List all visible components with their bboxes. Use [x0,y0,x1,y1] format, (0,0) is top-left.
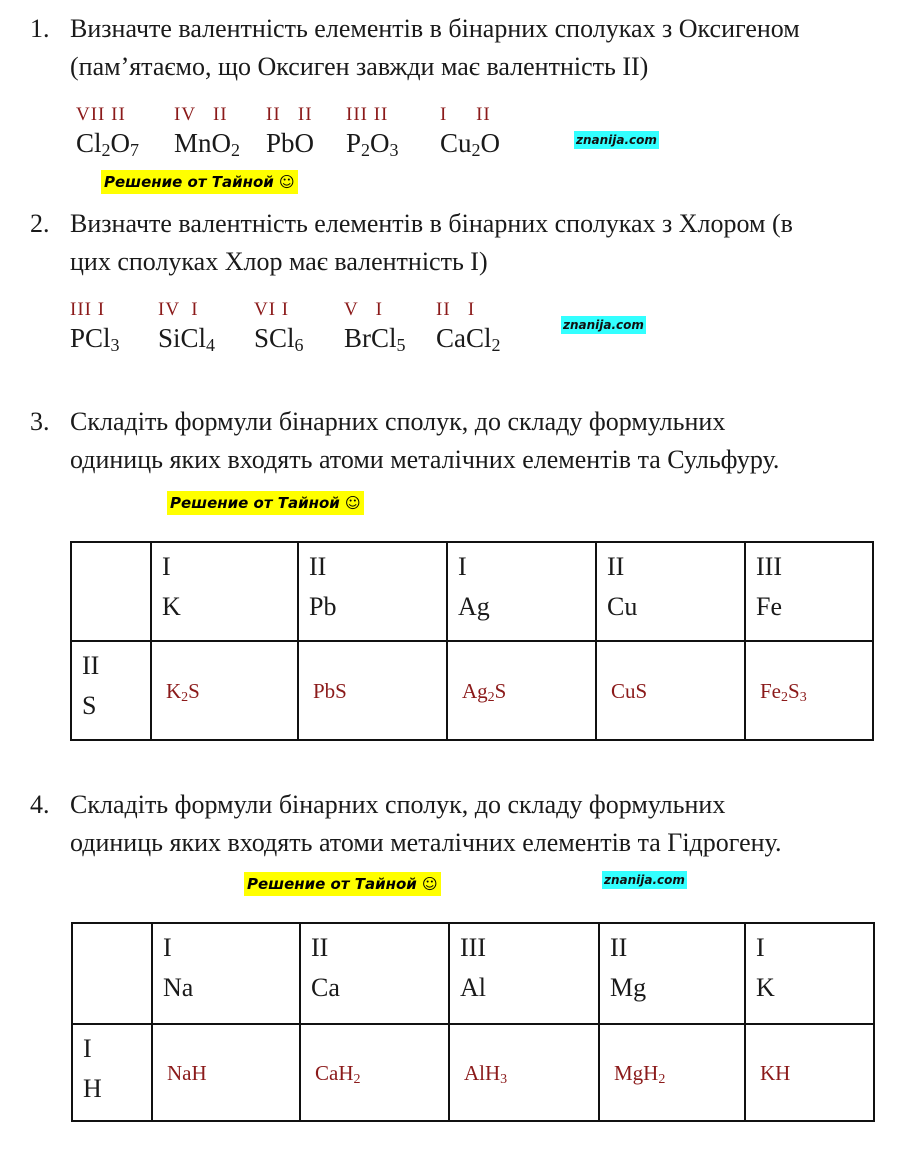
answer-cell: $K_2S$ [151,641,298,740]
compound: CaCl$_2$ [436,323,501,355]
task-text: Складіть формули бінарних сполук, до складу формульних [70,407,726,436]
task-3-line-1 [30,403,900,441]
task-1 [30,10,900,86]
table-header-cell: I K [745,923,874,1024]
answer-cell: MgH$_2$ [599,1024,745,1121]
valence-label: V I [344,299,383,320]
task-text: Складіть формули бінарних сполук, до складу формульних [70,790,726,819]
formula-pbo [266,104,314,160]
formula-scl6 [254,299,304,355]
valence-label: VI I [254,299,290,320]
task-number: 4. [30,790,50,819]
answer-cell: $Ag_2S$ [447,641,596,740]
table-header-row [72,923,874,1024]
solution-badge: Решение от Тайной ☺ [167,491,364,515]
task-3-line-2: одиниць яких входять атоми металічних елементів та Сульфуру. [70,445,780,474]
valence-label: II II [266,104,313,125]
task-2-line-2: цих сполуках Хлор має валентність I) [70,247,488,276]
formula-brcl5 [344,299,406,355]
answer-cell: KH [745,1024,874,1121]
compound: $Cl_2O_7$ [76,128,140,160]
task-4-line-2: одиниць яких входять атоми металічних елементів та Гідрогену. [70,828,782,857]
table-header-cell: II Cu [596,542,745,641]
formula-mno2 [174,104,240,160]
site-watermark: znanija.com [563,318,644,332]
table-header-cell: III Fe [745,542,873,641]
task-text: Визначте валентність елементів в бінарних сполуках з Хлором (в [70,209,793,238]
table-row [72,1024,874,1121]
hydrogen-table [71,922,875,1122]
task-number: 2. [30,209,50,238]
compound: MnO$_2$ [174,128,241,160]
table-header-cell: III Al [449,923,599,1024]
compound: $Cu_2O$ [440,128,501,160]
task-3 [30,403,900,479]
valence-label: III II [346,104,389,125]
table-header-cell: I Ag [447,542,596,641]
table-header-cell: II Pb [298,542,447,641]
answer-cell: PbS [298,641,447,740]
table-corner-cell [71,542,151,641]
table-header-cell: I K [151,542,298,641]
task-4-line-1 [30,786,900,824]
compound: BrCl$_5$ [344,323,406,355]
table-row [71,641,873,740]
table-header-cell: II Mg [599,923,745,1024]
solution-badge: Решение от Тайной ☺ [244,872,441,896]
task-text: Визначте валентність елементів в бінарних сполуках з Оксигеном [70,14,800,43]
formula-sicl4 [158,299,215,355]
task-number: 1. [30,14,50,43]
answer-cell: CaH$_2$ [300,1024,449,1121]
compound: SCl$_6$ [254,323,304,355]
site-watermark: znanija.com [604,873,685,887]
solution-badge: Решение от Тайной ☺ [101,170,298,194]
valence-label: II I [436,299,476,320]
sulfur-table [70,541,874,741]
formula-p2o3 [346,104,399,160]
table-row-header: I H [72,1024,152,1121]
task-1-line-2: (пам’ятаємо, що Оксиген завжди має валентність II) [70,52,649,81]
compound: PCl$_3$ [70,323,120,355]
formula-cu2o [440,104,500,160]
answer-cell: $Fe_2S_3$ [745,641,873,740]
valence-label: III I [70,299,106,320]
valence-label: VII II [76,104,126,125]
table-header-cell: I Na [152,923,300,1024]
valence-label: IV II [174,104,228,125]
table-header-cell: II Ca [300,923,449,1024]
answer-cell: NaH [152,1024,300,1121]
task-2-line-1 [30,205,900,243]
task-1-line-1 [30,10,900,48]
answer-cell: AlH$_3$ [449,1024,599,1121]
task-2 [30,205,900,281]
formula-pcl3 [70,299,120,355]
formula-cacl2 [436,299,501,355]
compound: PbO [266,128,315,158]
valence-label: I II [440,104,491,125]
table-row-header: II S [71,641,151,740]
table-header-row [71,542,873,641]
site-watermark: znanija.com [576,133,657,147]
task-number: 3. [30,407,50,436]
table-corner-cell [72,923,152,1024]
formula-cl2o7 [76,104,139,160]
answer-cell: CuS [596,641,745,740]
compound: SiCl$_4$ [158,323,216,355]
task-4 [30,786,900,862]
valence-label: IV I [158,299,199,320]
compound: $P_2O_3$ [346,128,399,160]
